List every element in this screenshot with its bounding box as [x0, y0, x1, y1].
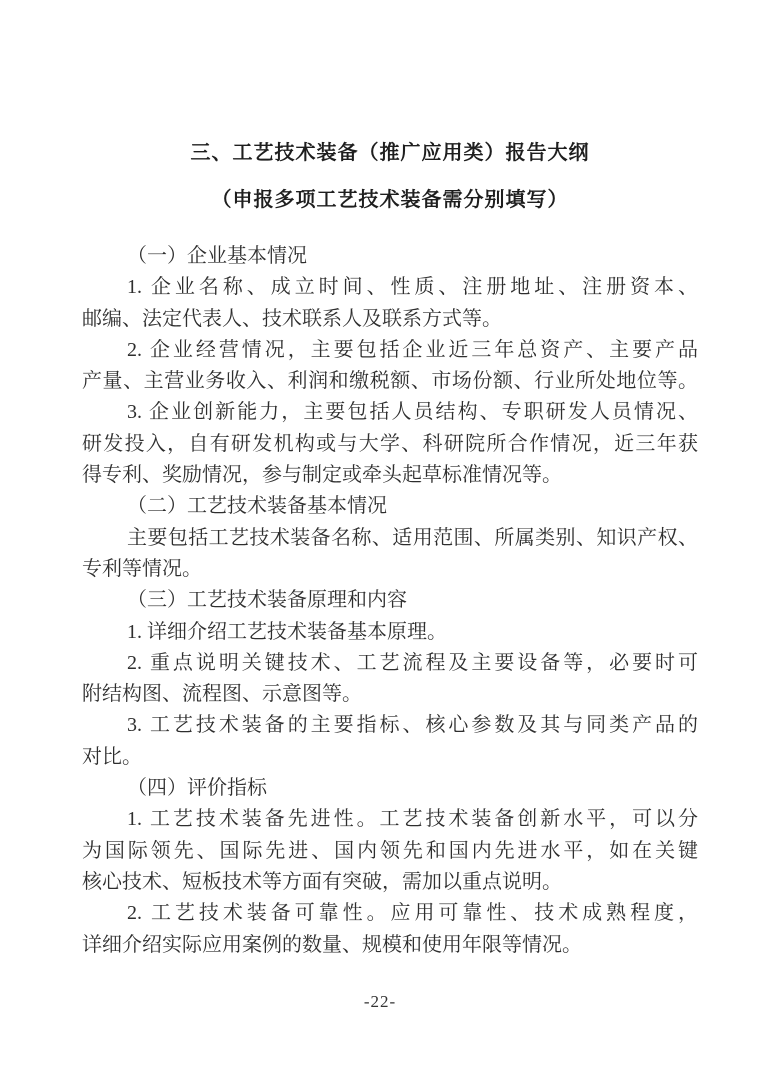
- text-line: 1. 企业名称、成立时间、性质、注册地址、注册资本、: [127, 276, 698, 299]
- text-line: 3. 工艺技术装备的主要指标、核心参数及其与同类产品的: [127, 714, 698, 737]
- text-line: 2. 企业经营情况，主要包括企业近三年总资产、主要产品: [127, 338, 698, 361]
- text-line: 邮编、法定代表人、技术联系人及联系方式等。: [82, 307, 502, 330]
- text-line: 1. 工艺技术装备先进性。工艺技术装备创新水平，可以分: [127, 808, 698, 831]
- text-line: 3. 企业创新能力，主要包括人员结构、专职研发人员情况、: [127, 401, 698, 424]
- text-line: 对比。: [82, 745, 142, 768]
- text-line: 主要包括工艺技术装备名称、适用范围、所属类别、知识产权、: [127, 526, 698, 549]
- section-heading: （一）企业基本情况: [127, 245, 307, 267]
- text-line: 2. 重点说明关键技术、工艺流程及主要设备等，必要时可: [127, 651, 698, 674]
- text-line: 为国际领先、国际先进、国内领先和国内先进水平，如在关键: [82, 839, 698, 862]
- text-line: 2. 工艺技术装备可靠性。应用可靠性、技术成熟程度，: [127, 902, 698, 925]
- document-body: [82, 241, 698, 961]
- text-line: 核心技术、短板技术等方面有突破，需加以重点说明。: [82, 870, 562, 893]
- text-line: 详细介绍实际应用案例的数量、规模和使用年限等情况。: [82, 933, 582, 956]
- document-subtitle: （申报多项工艺技术装备需分别填写）: [211, 189, 569, 211]
- text-line: 附结构图、流程图、示意图等。: [82, 683, 362, 706]
- text-line: 研发投入，自有研发机构或与大学、科研院所合作情况，近三年获: [82, 432, 698, 455]
- text-line: 产量、主营业务收入、利润和缴税额、市场份额、行业所处地位等。: [82, 370, 698, 393]
- text-line: 1. 详细介绍工艺技术装备基本原理。: [127, 620, 447, 643]
- page-number: -22-: [363, 992, 397, 1011]
- document-content: [82, 140, 698, 961]
- document-title: 三、工艺技术装备（推广应用类）报告大纲: [190, 142, 590, 164]
- text-line: 专利等情况。: [82, 557, 202, 580]
- section-heading: （四）评价指标: [127, 777, 267, 800]
- section-heading: （三）工艺技术装备原理和内容: [127, 589, 407, 612]
- text-line: 得专利、奖励情况，参与制定或牵头起草标准情况等。: [82, 464, 562, 487]
- section-heading: （二）工艺技术装备基本情况: [127, 495, 387, 518]
